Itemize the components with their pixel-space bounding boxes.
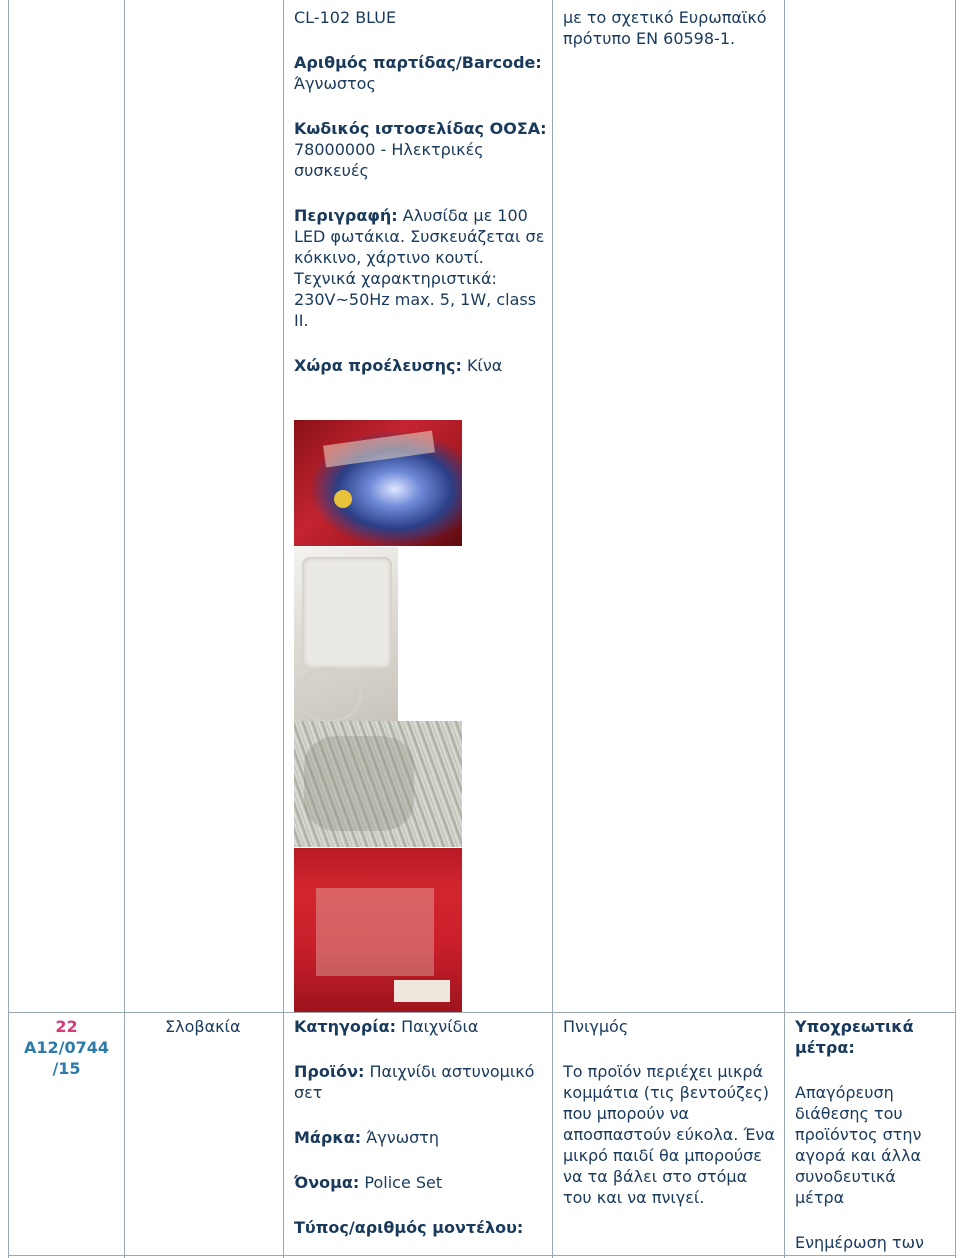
- box-back-barcode: [394, 980, 450, 1002]
- description-value: Αλυσίδα με 100 LED φωτάκια. Συσκευάζεται σε κόκκινο, χάρτινο κουτί. Τεχνικά χαρακτηριστικά: 230V~50Hz max. 5, 1W, class II.: [294, 206, 545, 330]
- batch-field: [294, 52, 549, 94]
- table-border-bottom: [8, 1255, 956, 1256]
- brand-label: Μάρκα:: [294, 1128, 362, 1147]
- name-value: Police Set: [364, 1173, 443, 1192]
- origin-value: Κίνα: [466, 356, 503, 375]
- oecd-label: Κωδικός ιστοσελίδας ΟΟΣΑ:: [294, 119, 547, 138]
- table-border-right: [955, 0, 956, 1258]
- type-label: Τύπος/αριθμός μοντέλου:: [294, 1218, 524, 1237]
- description-field: [294, 205, 549, 331]
- oecd-field: [294, 118, 549, 181]
- measures-cell: [795, 1016, 945, 1253]
- product-value: Παιχνίδι αστυνομικό σετ: [294, 1062, 535, 1102]
- column-divider-3: [552, 0, 553, 1258]
- batch-label: Αριθμός παρτίδας/Barcode:: [294, 53, 542, 72]
- notification-number: 22: [55, 1017, 78, 1036]
- notification-code-suffix: /15: [52, 1059, 81, 1078]
- country-cell: [165, 1016, 280, 1037]
- adapter-cable: [296, 667, 362, 721]
- row-divider: [8, 1012, 956, 1013]
- brand-value: Άγνωστη: [366, 1128, 440, 1147]
- column-divider-2: [283, 0, 284, 1258]
- risk-cell-row2: [563, 1016, 779, 1208]
- photo-product-box: [294, 420, 462, 546]
- product-label: Προϊόν:: [294, 1062, 365, 1081]
- country-text: Σλοβακία: [165, 1017, 241, 1036]
- photo-led-chain: [294, 721, 462, 847]
- batch-value: Άγνωστος: [294, 74, 376, 93]
- oecd-value: 78000000 - Ηλεκτρικές συσκευές: [294, 140, 484, 180]
- box-back-label: [316, 888, 434, 976]
- update-text: Ενημέρωση των: [795, 1233, 924, 1252]
- notification-number-cell: [9, 1016, 124, 1079]
- risk-description: Το προϊόν περιέχει μικρά κομμάτια (τις βεντούζες) που μπορούν να αποσπαστούν εύκολα. Ένα μικρό παιδί θα μπορούσε να τα βάλει στο στόμα του και να πνιγεί.: [563, 1062, 775, 1207]
- name-field: [294, 1172, 549, 1193]
- column-divider-1: [124, 0, 125, 1258]
- category-value: Παιχνίδια: [401, 1017, 479, 1036]
- origin-field: [294, 355, 549, 376]
- risk-text: με το σχετικό Ευρωπαϊκό πρότυπο EN 60598-1.: [563, 8, 767, 48]
- photo-box-back: [294, 848, 462, 1012]
- origin-label: Χώρα προέλευσης:: [294, 356, 462, 375]
- name-label: Όνομα:: [294, 1173, 360, 1192]
- category-field: [294, 1016, 549, 1037]
- type-field: [294, 1217, 549, 1238]
- chain-bundle: [304, 736, 414, 831]
- product-details-cell-row2: [294, 1016, 549, 1238]
- column-divider-4: [784, 0, 785, 1258]
- product-details-cell: [294, 7, 549, 376]
- photo-plug-adapter: [294, 547, 398, 721]
- product-field: [294, 1061, 549, 1103]
- description-label: Περιγραφή:: [294, 206, 398, 225]
- measures-label: Υποχρεωτικά μέτρα:: [795, 1017, 914, 1057]
- category-label: Κατηγορία:: [294, 1017, 396, 1036]
- risk-cell-row1: [563, 7, 777, 49]
- brand-field: [294, 1127, 549, 1148]
- notification-code: A12/0744: [23, 1038, 110, 1057]
- led-badge-icon: [334, 490, 352, 508]
- box-label-strip: [323, 430, 435, 467]
- model-text: CL-102 BLUE: [294, 8, 397, 27]
- measures-value: Απαγόρευση διάθεσης του προϊόντος στην αγορά και άλλα συνοδευτικά μέτρα: [795, 1083, 922, 1207]
- risk-title: Πνιγμός: [563, 1017, 629, 1036]
- adapter-body: [302, 557, 392, 669]
